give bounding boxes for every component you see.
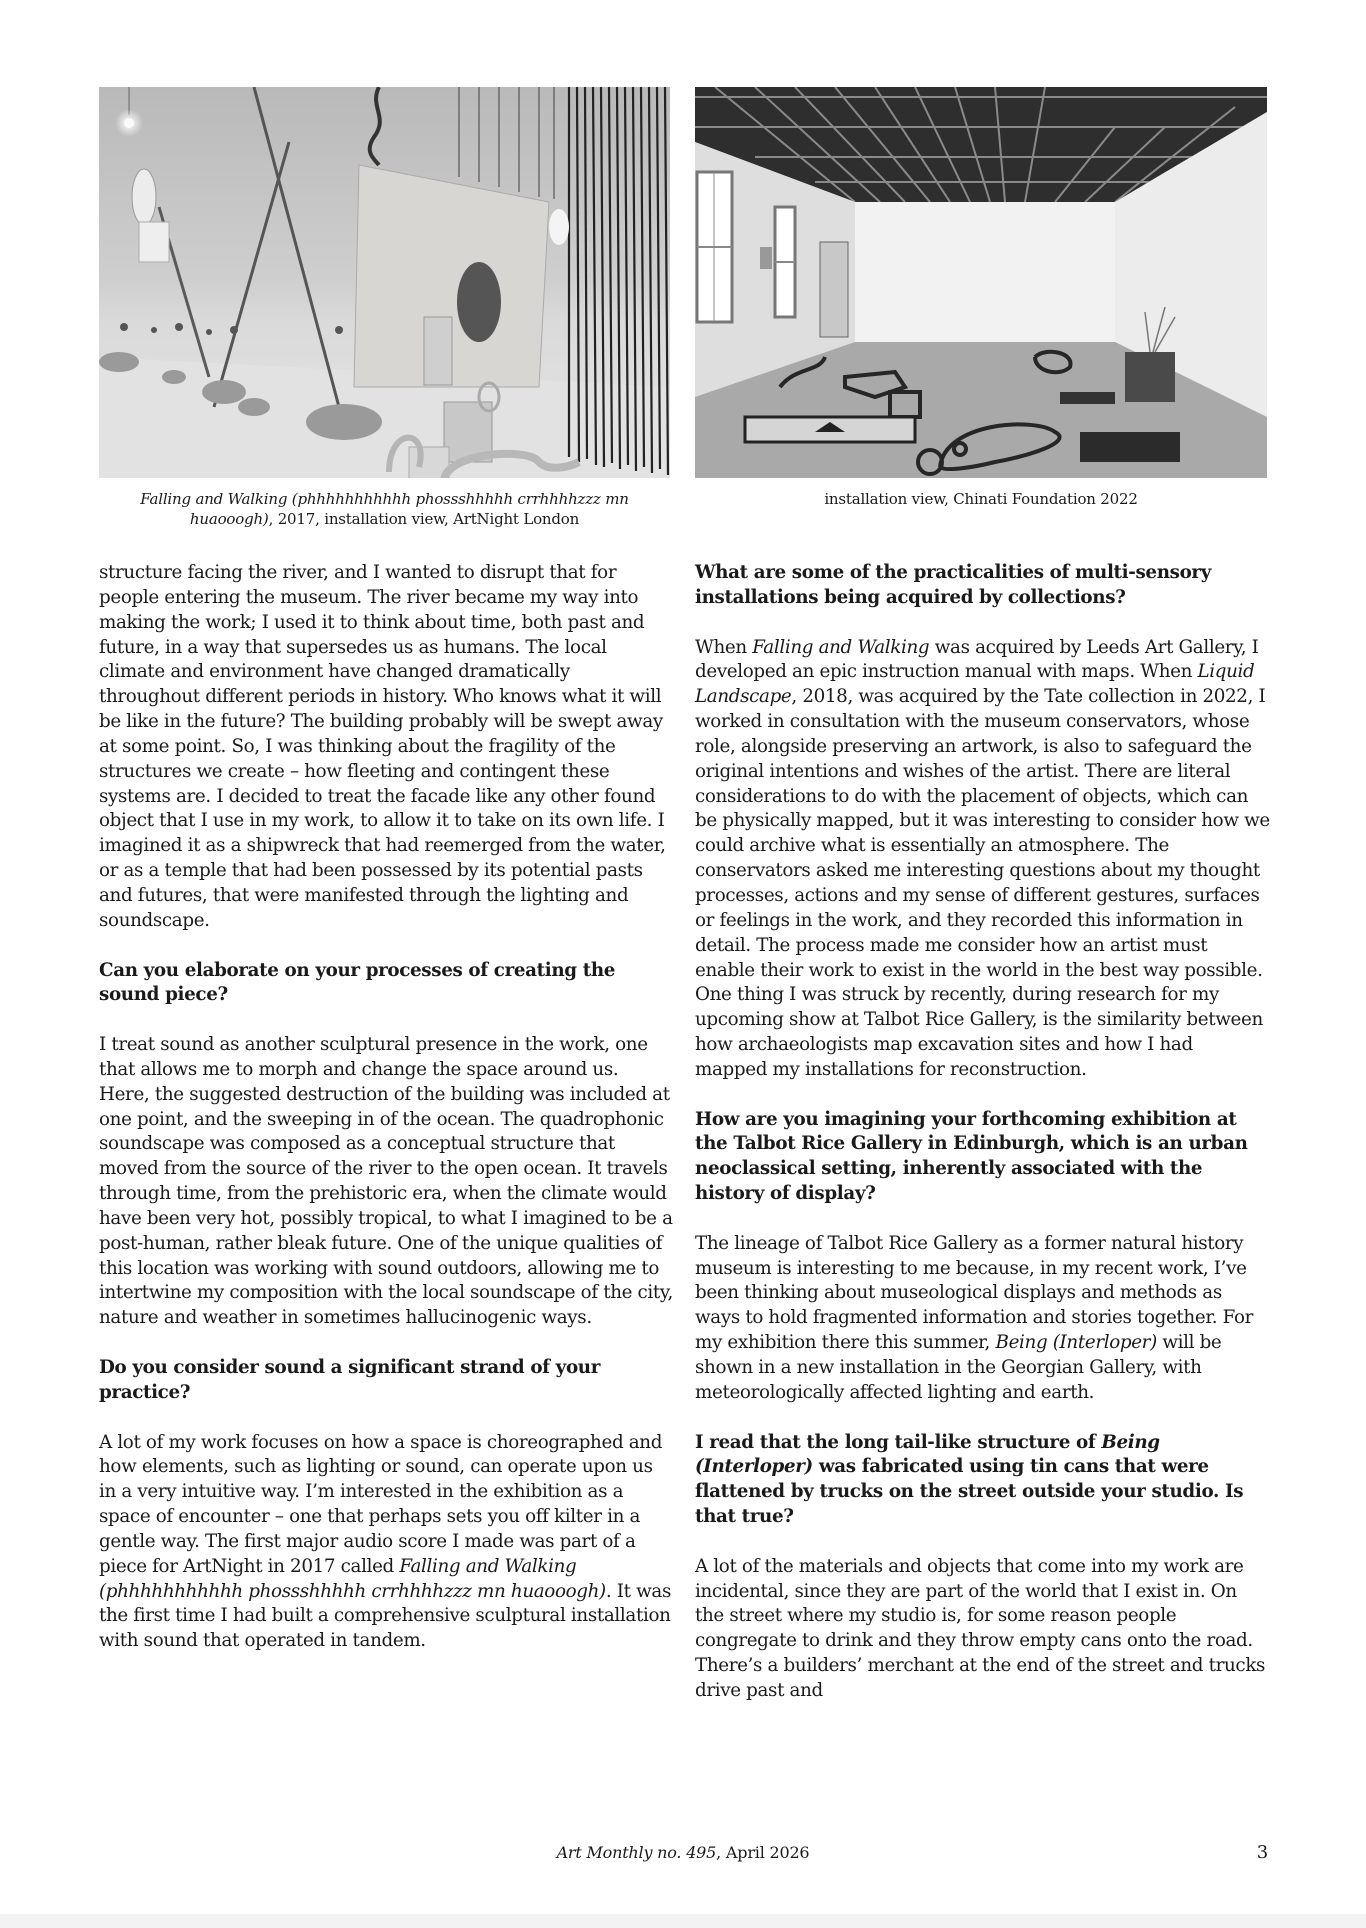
interview-question: How are you imagining your forthcoming exhibition at the Talbot Rice Gallery in Edinburgh, which is an urban neoclassical setting, inherently associated with the history of display? xyxy=(695,1108,1248,1205)
publication-info xyxy=(0,1843,1366,1863)
artwork-title: Falling and Walking (phhhhhhhhhhh phossshhhhh crrhhhhzzz mn huaooogh) xyxy=(140,490,629,528)
installation-photo-artnight xyxy=(99,87,670,478)
artwork-title: Falling and Walking (phhhhhhhhhhh phossshhhhh crrhhhhzzz mn huaooogh) xyxy=(99,1555,606,1602)
page-number: 3 xyxy=(1256,1842,1268,1863)
issue-date: , April 2026 xyxy=(716,1843,810,1862)
figure-falling-and-walking xyxy=(99,87,670,478)
answer-paragraph: A lot of my work focuses on how a space is choreographed and how elements, such as lighting or sound, can operate upon us in a very intuitive way. I’m interested in the exhibition as a space of encounter – one that perhaps sets you off kilter in a gentle way. The first major audio score I made was part of a piece for ArtNight in 2017 called Falling and Walking (phhhhhhhhhhh phossshhhhh crrhhhhzzz mn huaooogh). It was the first time I had built a comprehensive sculptural installation with sound that operated in tandem. xyxy=(99,1431,671,1652)
answer-paragraph: The lineage of Talbot Rice Gallery as a former natural history museum is interesting to me because, in my recent work, I’ve been thinking about museological displays and methods as ways to hold fragmented information and stories together. For my exhibition there this summer, Being (Interloper) will be shown in a new installation in the Georgian Gallery, with meteorologically affected lighting and earth. xyxy=(695,1232,1253,1403)
interview-question: Can you elaborate on your processes of creating the sound piece? xyxy=(99,959,616,1006)
figure-caption-left xyxy=(99,489,670,529)
publication-title: Art Monthly no. 495 xyxy=(556,1843,717,1862)
artwork-title: Liquid Landscape xyxy=(695,661,1255,708)
answer-paragraph: structure facing the river, and I wanted to disrupt that for people entering the museum. The river became my way into making the work; I used it to think about time, both past and future, in a way that supersedes us as humans. The local climate and environment have changed dramatically throughout different periods in history. Who knows what it will be like in the future? The building probably will be swept away at some point. So, I was thinking about the fragility of the structures we create – how fleeting and contingent these systems are. I decided to treat the facade like any other found object that I use in my work, to allow it to take on its own life. I imagined it as a shipwreck that had reemerged from the water, or as a temple that had been possessed by its potential pasts and futures, that were manifested through the lighting and soundscape. xyxy=(99,562,666,931)
answer-paragraph: A lot of the materials and objects that come into my work are incidental, since they are part of the world that I exist in. On the street where my studio is, for some reason people congregate to drink and they throw empty cans onto the road. There’s a builders’ merchant at the end of the street and trucks drive past and xyxy=(695,1555,1266,1701)
answer-paragraph: I treat sound as another sculptural presence in the work, one that allows me to morph and change the space around us. Here, the suggested destruction of the building was included at one point, and the sweeping in of the ocean. The quadrophonic soundscape was composed as a conceptual structure that moved from the source of the river to the open ocean. It travels through time, from the prehistoric era, when the climate would have been very hot, possibly tropical, to what I imagined to be a post-human, rather bleak future. One of the unique qualities of this location was working with sound outdoors, allowing me to intertwine my composition with the local soundscape of the city, nature and weather in sometimes hallucinogenic ways. xyxy=(99,1034,673,1329)
artwork-title: Falling and Walking xyxy=(752,636,930,658)
figure-caption-right: installation view, Chinati Foundation 2022 xyxy=(824,490,1138,508)
caption-details: , 2017, installation view, ArtNight London xyxy=(268,510,580,528)
interview-question: What are some of the practicalities of multi-sensory installations being acquired by collections? xyxy=(695,562,1211,608)
artwork-title: Being (Interloper) xyxy=(995,1332,1157,1354)
text-column-left xyxy=(99,561,674,1654)
installation-photo-chinati xyxy=(695,87,1267,478)
answer-paragraph: When Falling and Walking was acquired by Leeds Art Gallery, I developed an epic instruction manual with maps. When Liquid Landscape, 2018, was acquired by the Tate collection in 2022, I worked in consultation with the museum conservators, whose role, alongside preserving an artwork, is also to safeguard the original intentions and wishes of the artist. There are literal considerations to do with the placement of objects, which can be physically mapped, but it was interesting to consider how we could archive what is essentially an atmosphere. The conservators asked me interesting questions about my thought processes, actions and my sense of different gestures, surfaces or feelings in the work, and they recorded this information in detail. The process made me consider how an artist must enable their work to exist in the world in the best way possible. One thing I was struck by recently, during research for my upcoming show at Talbot Rice Gallery, is the similarity between how archaeologists map excavation sites and how I had mapped my installations for reconstruction. xyxy=(695,636,1270,1080)
text-column-right xyxy=(695,561,1270,1704)
interview-question: I read that the long tail-like structure of Being (Interloper) was fabricated using tin cans that were flattened by trucks on the street outside your studio. Is that true? xyxy=(695,1431,1244,1528)
artwork-title: Being (Interloper) xyxy=(695,1431,1160,1478)
interview-question: Do you consider sound a significant strand of your practice? xyxy=(99,1357,601,1403)
figure-chinati-foundation xyxy=(695,87,1267,478)
